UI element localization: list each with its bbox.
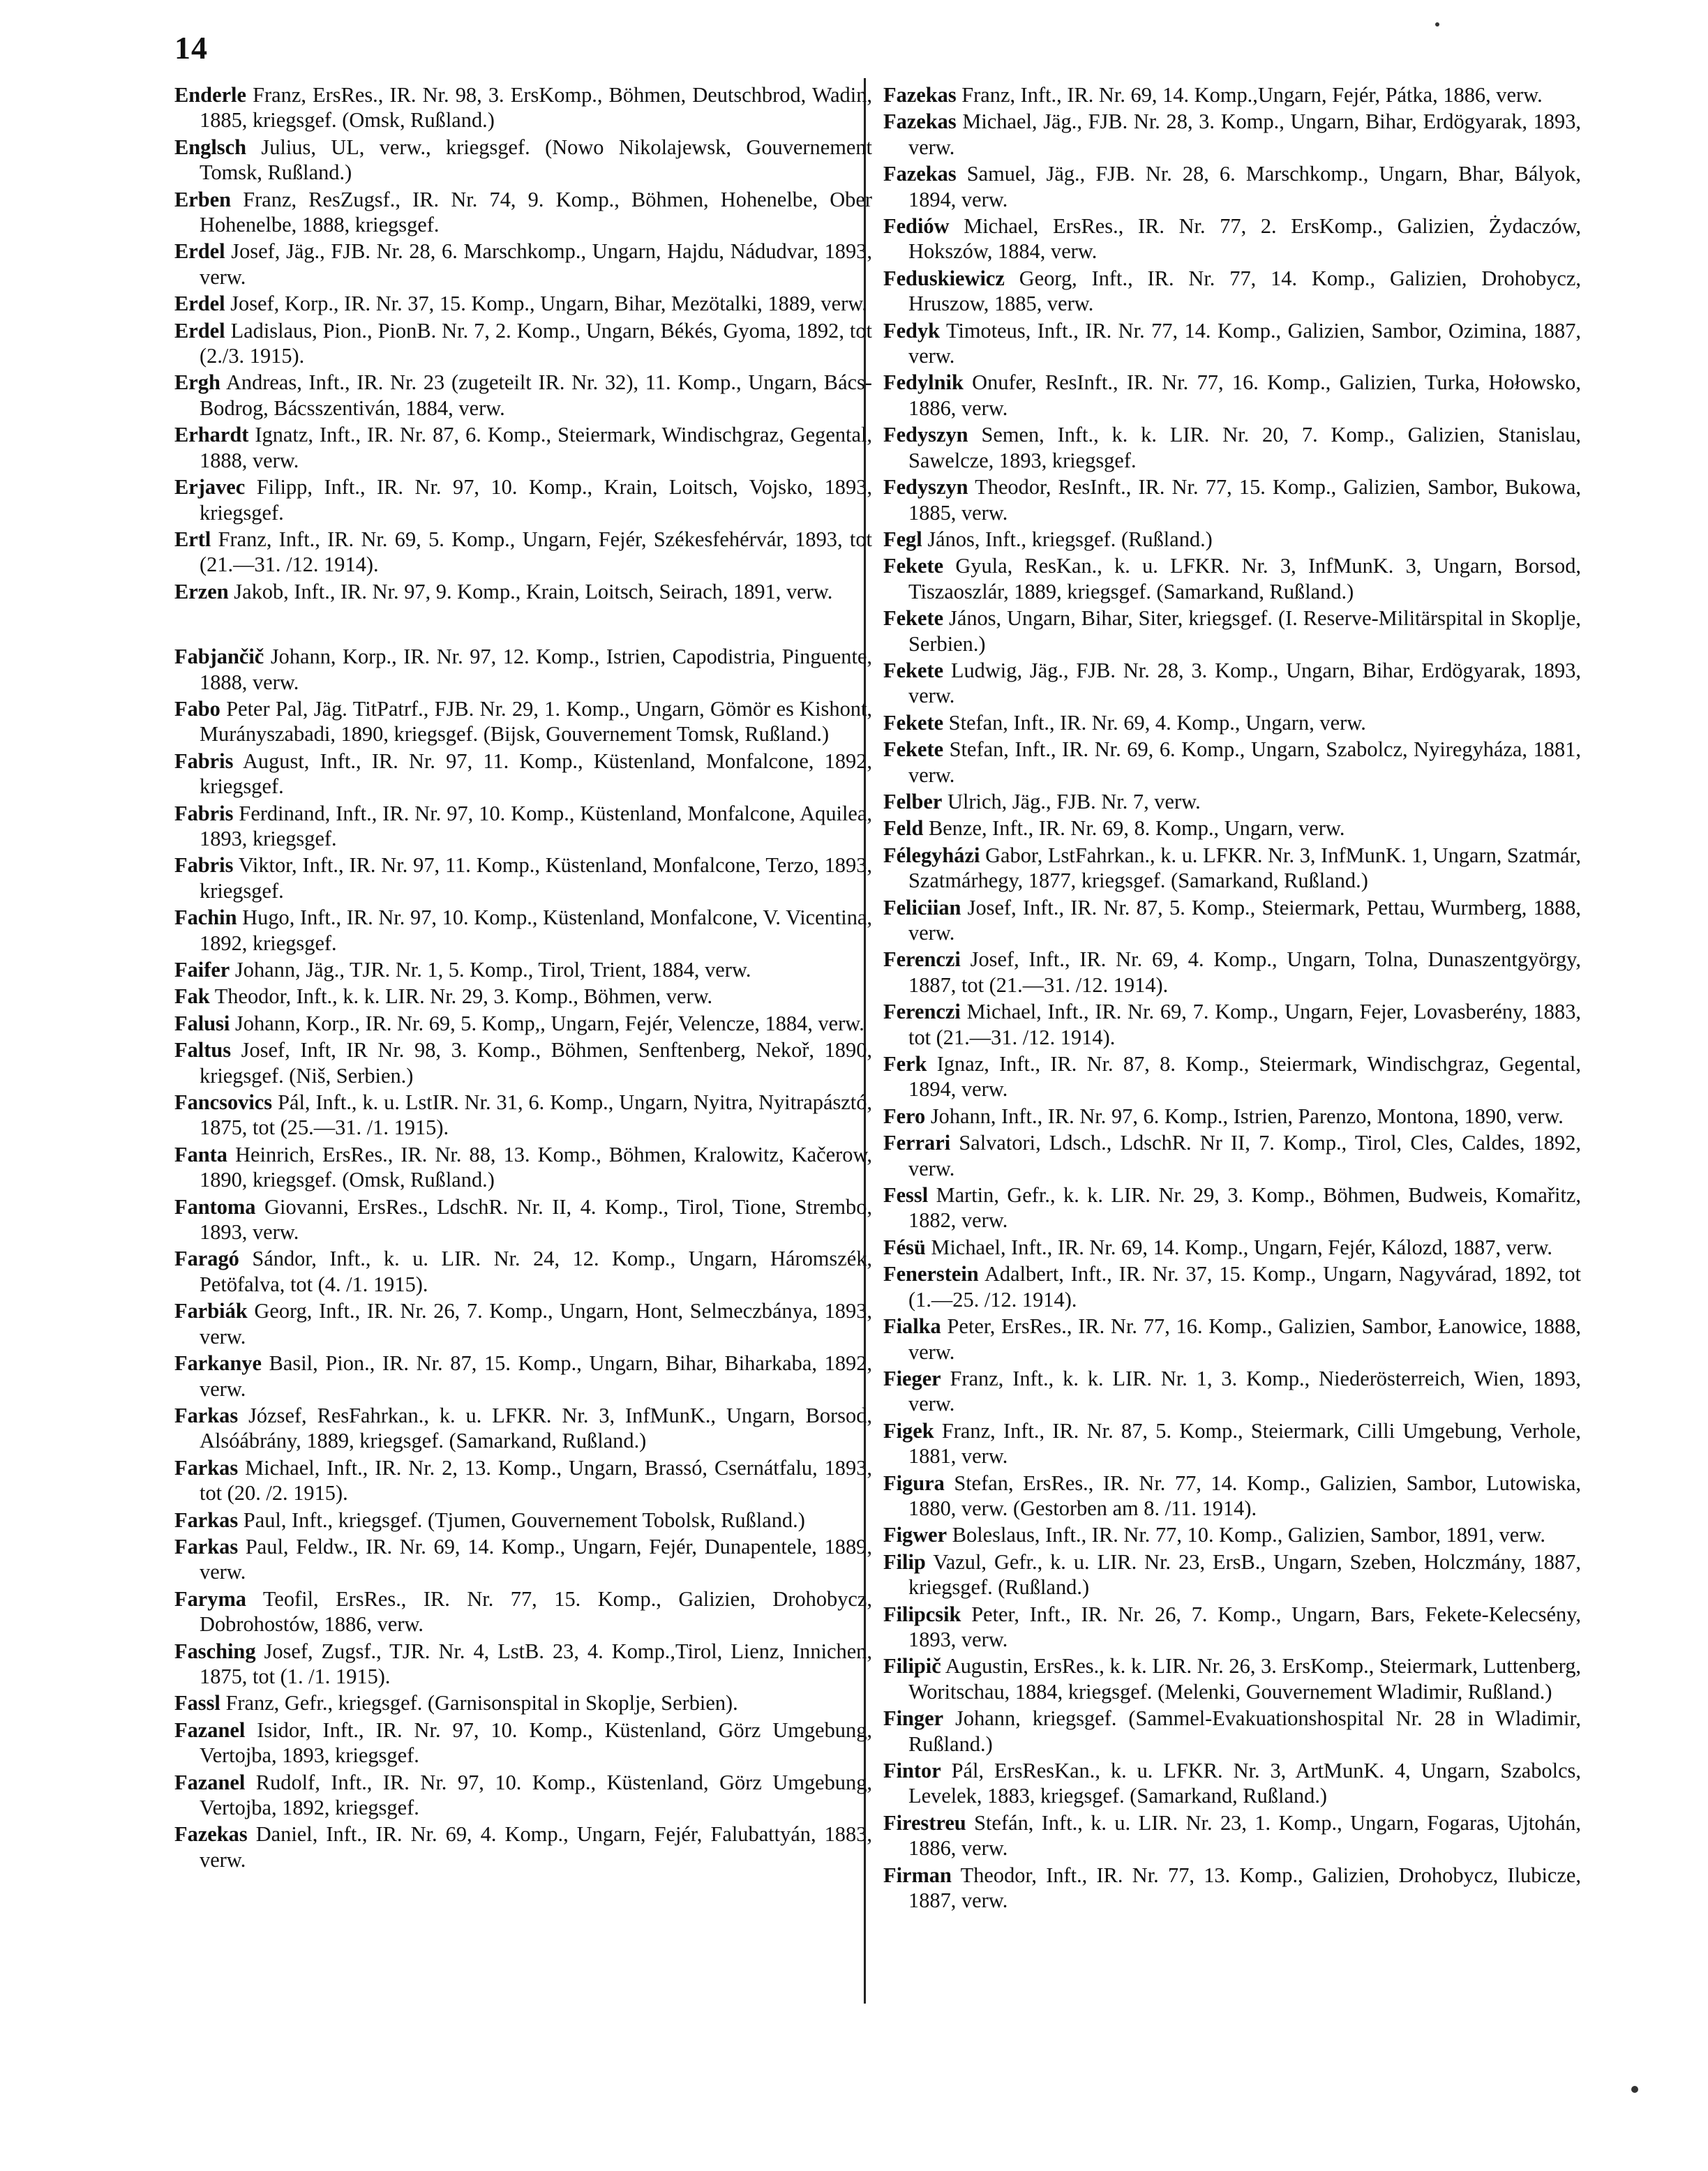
register-entry	[883, 606, 1581, 656]
entry-details: Stefán, Inft., k. u. LIR. Nr. 23, 1. Komp., Ungarn, Fogaras, Ujtohán, 1886, verw.	[908, 1810, 1581, 1861]
entry-details: Ludwig, Jäg., FJB. Nr. 28, 3. Komp., Ungarn, Bihar, Erdögyarak, 1893, verw.	[908, 658, 1581, 708]
entry-surname: Erben	[174, 187, 232, 211]
entry-details: Theodor, Inft., IR. Nr. 77, 13. Komp., Galizien, Drohobycz, Ilubicze, 1887, verw.	[908, 1863, 1581, 1913]
register-entry	[174, 82, 872, 133]
register-entry	[883, 161, 1581, 212]
register-entry	[174, 1770, 872, 1821]
register-entry	[883, 1235, 1581, 1260]
entry-surname: Fedyszyn	[883, 423, 968, 447]
entry-details: Johann, Inft., IR. Nr. 97, 6. Komp., Istrien, Parenzo, Montona, 1890, verw.	[930, 1104, 1564, 1128]
entry-details: Augustin, ErsRes., k. k. LIR. Nr. 26, 3. ErsKomp., Steiermark, Luttenberg, Woritschau, 1884, kriegsgef. (Melenki, Gouvernement Wladimir, Rußland.)	[908, 1654, 1581, 1704]
register-entry	[883, 318, 1581, 369]
entry-details: Martin, Gefr., k. k. LIR. Nr. 29, 3. Komp., Böhmen, Budweis, Komařitz, 1882, verw.	[908, 1183, 1581, 1233]
register-entry	[883, 1758, 1581, 1809]
register-entry	[883, 1706, 1581, 1757]
entry-details: Michael, Inft., IR. Nr. 69, 14. Komp., Ungarn, Fejér, Kálozd, 1887, verw.	[931, 1235, 1553, 1259]
entry-details: Michael, ErsRes., IR. Nr. 77, 2. ErsKomp., Galizien, Żydaczów, Hokszów, 1884, verw.	[908, 214, 1581, 264]
entry-details: Rudolf, Inft., IR. Nr. 97, 10. Komp., Küstenland, Görz Umgebung, Vertojba, 1892, kriegsgef.	[200, 1770, 872, 1819]
entry-details: Franz, Inft., k. k. LIR. Nr. 1, 3. Komp., Niederösterreich, Wien, 1893, verw.	[908, 1366, 1581, 1416]
entry-details: Franz, ErsRes., IR. Nr. 98, 3. ErsKomp., Böhmen, Deutschbrod, Wadin, 1885, kriegsgef. (Omsk, Rußland.)	[200, 83, 872, 133]
register-entry	[883, 1522, 1581, 1547]
entry-surname: Falusi	[174, 1011, 230, 1035]
entry-details: Stefan, Inft., IR. Nr. 69, 6. Komp., Ungarn, Szabolcz, Nyiregyháza, 1881, verw.	[908, 737, 1581, 787]
entry-details: Josef, Jäg., FJB. Nr. 28, 6. Marschkomp., Ungarn, Hajdu, Nádudvar, 1893, verw.	[200, 239, 872, 289]
entry-details: Franz, ResZugsf., IR. Nr. 74, 9. Komp., Böhmen, Hohenelbe, Ober Hohenelbe, 1888, kriegsgef.	[200, 187, 872, 237]
entry-surname: Ferenczi	[883, 947, 961, 972]
entry-details: August, Inft., IR. Nr. 97, 11. Komp., Küstenland, Monfalcone, 1892, kriegsgef.	[200, 749, 873, 799]
register-entry	[883, 1653, 1581, 1704]
entry-surname: Feliciian	[883, 895, 961, 919]
entry-surname: Feld	[883, 816, 924, 841]
register-entry	[174, 239, 872, 290]
register-entry	[883, 370, 1581, 421]
entry-surname: Feduskiewicz	[883, 266, 1005, 290]
entry-details: Isidor, Inft., IR. Nr. 97, 10. Komp., Küstenland, Görz Umgebung, Vertojba, 1893, kriegsgef.	[200, 1718, 872, 1768]
entry-surname: Fieger	[883, 1366, 941, 1390]
entry-surname: Fedylnik	[883, 370, 964, 395]
register-entry	[883, 843, 1581, 894]
register-entry	[883, 1261, 1581, 1312]
entry-surname: Farkanye	[174, 1351, 262, 1376]
entry-details: Peter, ErsRes., IR. Nr. 77, 16. Komp., Galizien, Sambor, Łanowice, 1888, verw.	[908, 1314, 1581, 1364]
register-entry	[174, 318, 872, 369]
entry-surname: Farkas	[174, 1534, 239, 1558]
register-entry	[174, 1455, 872, 1506]
register-entry	[883, 474, 1581, 525]
entry-surname: Farbiák	[174, 1299, 248, 1323]
register-entry	[174, 527, 872, 578]
entry-surname: Fabris	[174, 749, 234, 773]
entry-surname: Fak	[174, 984, 210, 1009]
entry-details: Georg, Inft., IR. Nr. 26, 7. Komp., Ungarn, Hont, Selmeczbánya, 1893, verw.	[200, 1299, 872, 1349]
register-entry	[174, 1351, 872, 1402]
register-entry	[174, 984, 872, 1009]
entry-details: Hugo, Inft., IR. Nr. 97, 10. Komp., Küstenland, Monfalcone, V. Vicentina, 1892, kriegsgef.	[200, 906, 872, 955]
ink-speck	[1435, 22, 1439, 27]
entry-surname: Ergh	[174, 370, 220, 395]
entry-surname: Erjavec	[174, 475, 246, 499]
entry-surname: Figura	[883, 1471, 945, 1495]
entry-surname: Fedyk	[883, 318, 941, 343]
entry-details: Teofil, ErsRes., IR. Nr. 77, 15. Komp., Galizien, Drohobycz, Dobrohostów, 1886, verw.	[200, 1586, 872, 1637]
register-entry	[174, 1534, 872, 1585]
entry-surname: Fazekas	[174, 1822, 248, 1847]
entry-surname: Filipcsik	[883, 1602, 961, 1626]
register-entry	[174, 135, 872, 186]
entry-details: Viktor, Inft., IR. Nr. 97, 11. Komp., Küstenland, Monfalcone, Terzo, 1893, kriegsgef.	[200, 853, 872, 903]
register-entry	[883, 1130, 1581, 1181]
entry-surname: Enderle	[174, 83, 246, 107]
entry-surname: Finger	[883, 1706, 944, 1731]
entry-details: Basil, Pion., IR. Nr. 87, 15. Komp., Ungarn, Bihar, Biharkaba, 1892, verw.	[200, 1351, 872, 1401]
entry-details: Vazul, Gefr., k. u. LIR. Nr. 23, ErsB., Ungarn, Szeben, Holczmány, 1887, kriegsgef. (Rußland.)	[908, 1549, 1581, 1600]
register-entry	[174, 644, 872, 695]
entry-surname: Fazekas	[883, 110, 957, 134]
entry-surname: Fabjančič	[174, 645, 264, 669]
register-entry	[883, 422, 1581, 473]
entry-details: Timoteus, Inft., IR. Nr. 77, 14. Komp., Galizien, Sambor, Ozimina, 1887, verw.	[908, 318, 1581, 368]
entry-details: Ferdinand, Inft., IR. Nr. 97, 10. Komp., Küstenland, Monfalcone, Aquilea, 1893, kriegsgef.	[200, 801, 872, 850]
entry-details: János, Inft., kriegsgef. (Rußland.)	[927, 527, 1213, 551]
entry-details: Josef, Inft, IR Nr. 98, 3. Komp., Böhmen, Senftenberg, Nekoř, 1890, kriegsgef. (Niš, Serbien.)	[200, 1038, 872, 1088]
entry-surname: Faltus	[174, 1038, 232, 1062]
entry-surname: Fasching	[174, 1639, 256, 1663]
register-entry	[174, 1298, 872, 1349]
entry-surname: Fantoma	[174, 1194, 256, 1219]
entry-surname: Fekete	[883, 737, 944, 762]
register-entry	[883, 737, 1581, 788]
entry-details: Ulrich, Jäg., FJB. Nr. 7, verw.	[947, 789, 1201, 813]
entry-surname: Fésü	[883, 1235, 926, 1259]
entry-surname: Fekete	[883, 606, 944, 631]
register-entry	[174, 1011, 872, 1036]
register-entry	[174, 1142, 872, 1193]
register-entry	[883, 1471, 1581, 1522]
entry-surname: Filipič	[883, 1654, 941, 1678]
page-number: 14	[174, 30, 208, 66]
entry-surname: Filip	[883, 1549, 926, 1574]
entry-surname: Fediów	[883, 214, 950, 239]
register-entry	[174, 1690, 872, 1715]
entry-details: Paul, Inft., kriegsgef. (Tjumen, Gouvernement Tobolsk, Rußland.)	[243, 1508, 805, 1532]
entry-surname: Englsch	[174, 135, 247, 159]
register-entry	[174, 696, 872, 747]
ink-speck	[1631, 2086, 1638, 2093]
entry-surname: Fanta	[174, 1142, 227, 1166]
entry-surname: Firestreu	[883, 1810, 966, 1835]
entry-surname: Faifer	[174, 958, 230, 982]
entry-details: Salvatori, Ldsch., LdschR. Nr II, 7. Komp., Tirol, Cles, Caldes, 1892, verw.	[908, 1131, 1581, 1180]
register-entry	[174, 1718, 872, 1768]
register-entry	[174, 579, 872, 604]
register-entry	[883, 1104, 1581, 1129]
register-entry	[174, 1508, 872, 1533]
entry-details: Michael, Jäg., FJB. Nr. 28, 3. Komp., Ungarn, Bihar, Erdögyarak, 1893, verw.	[908, 110, 1581, 159]
register-entry	[883, 109, 1581, 160]
entry-surname: Fazekas	[883, 83, 957, 107]
left-column	[174, 82, 872, 1874]
entry-surname: Erzen	[174, 579, 229, 603]
entry-details: Adalbert, Inft., IR. Nr. 37, 15. Komp., Ungarn, Nagyvárad, 1892, tot (1.—25. /12. 1914).	[908, 1262, 1582, 1312]
register-entry	[174, 749, 872, 799]
entry-surname: Fazanel	[174, 1718, 246, 1742]
entry-details: Theodor, Inft., k. k. LIR. Nr. 29, 3. Komp., Böhmen, verw.	[214, 984, 713, 1009]
entry-surname: Fero	[883, 1104, 926, 1128]
entry-surname: Fazekas	[883, 162, 957, 186]
entry-details: Paul, Feldw., IR. Nr. 69, 14. Komp., Ungarn, Fejér, Dunapentele, 1889, verw.	[200, 1534, 872, 1584]
register-entry	[174, 1639, 872, 1690]
entry-surname: Fessl	[883, 1183, 929, 1208]
register-entry	[174, 852, 872, 903]
register-entry	[883, 710, 1581, 735]
entry-details: Pál, ErsResKan., k. u. LFKR. Nr. 3, ArtMunK. 4, Ungarn, Szabolcs, Levelek, 1883, kriegsgef. (Samarkand, Rußland.)	[908, 1759, 1581, 1808]
entry-details: Boleslaus, Inft., IR. Nr. 77, 10. Komp., Galizien, Sambor, 1891, verw.	[952, 1523, 1545, 1547]
register-entry	[174, 291, 872, 316]
entry-surname: Farkas	[174, 1403, 239, 1427]
register-entry	[883, 895, 1581, 946]
entry-details: Benze, Inft., IR. Nr. 69, 8. Komp., Ungarn, verw.	[929, 816, 1345, 841]
register-entry	[174, 801, 872, 852]
entry-details: Andreas, Inft., IR. Nr. 23 (zugeteilt IR. Nr. 32), 11. Komp., Ungarn, Bács-Bodrog, Bácsszentiván, 1884, verw.	[200, 370, 873, 420]
register-entry	[883, 1182, 1581, 1233]
register-entry	[883, 1863, 1581, 1914]
entry-details: Julius, UL, verw., kriegsgef. (Nowo Nikolajewsk, Gouvernement Tomsk, Rußland.)	[200, 135, 872, 185]
register-entry	[883, 213, 1581, 264]
register-entry	[174, 1037, 872, 1088]
entry-details: Johann, Jäg., TJR. Nr. 1, 5. Komp., Tirol, Trient, 1884, verw.	[234, 958, 751, 982]
entry-surname: Fekete	[883, 710, 944, 735]
register-entry	[174, 370, 872, 421]
entry-details: Johann, Korp., IR. Nr. 69, 5. Komp,, Ungarn, Fejér, Velencze, 1884, verw.	[234, 1011, 864, 1035]
entry-surname: Figek	[883, 1418, 934, 1443]
entry-surname: Fabris	[174, 853, 234, 878]
register-entry	[883, 1314, 1581, 1365]
entry-surname: Fialka	[883, 1314, 941, 1339]
entry-surname: Fazanel	[174, 1770, 246, 1794]
entry-details: Gyula, ResKan., k. u. LFKR. Nr. 3, InfMunK. 3, Ungarn, Borsod, Tiszaoszlár, 1889, kriegsgef. (Samarkand, Rußland.)	[908, 554, 1581, 603]
register-entry	[174, 1403, 872, 1454]
entry-details: Samuel, Jäg., FJB. Nr. 28, 6. Marschkomp., Ungarn, Bhar, Bályok, 1894, verw.	[908, 162, 1581, 211]
entry-surname: Ferk	[883, 1052, 927, 1076]
register-entry	[883, 82, 1581, 107]
entry-surname: Farkas	[174, 1455, 239, 1480]
entry-surname: Félegyházi	[883, 843, 980, 867]
entry-details: János, Ungarn, Bihar, Siter, kriegsgef. (I. Reserve-Militärspital in Skoplje, Serbien.)	[908, 606, 1581, 656]
register-entry	[883, 1418, 1581, 1469]
entry-surname: Fintor	[883, 1759, 941, 1782]
entry-surname: Erdel	[174, 239, 225, 264]
entry-details: Johann, kriegsgef. (Sammel-Evakuationshospital Nr. 28 in Wladimir, Rußland.)	[908, 1706, 1581, 1756]
register-entry	[174, 1246, 872, 1297]
register-entry	[883, 1051, 1581, 1102]
register-entry	[174, 187, 872, 238]
entry-details: Johann, Korp., IR. Nr. 97, 12. Komp., Istrien, Capodistria, Pinguente, 1888, verw.	[200, 645, 872, 694]
entry-details: József, ResFahrkan., k. u. LFKR. Nr. 3, InfMunK., Ungarn, Borsod, Alsóábrány, 1889, kriegsgef. (Samarkand, Rußland.)	[200, 1403, 872, 1453]
register-entry	[883, 1549, 1581, 1600]
register-entry	[174, 422, 872, 473]
right-column	[883, 82, 1581, 1914]
entry-surname: Ferrari	[883, 1131, 951, 1155]
register-entry	[174, 957, 872, 982]
register-entry	[174, 1090, 872, 1141]
register-entry	[174, 905, 872, 956]
entry-surname: Fekete	[883, 658, 944, 682]
entry-details: Franz, Inft., IR. Nr. 87, 5. Komp., Steiermark, Cilli Umgebung, Verhole, 1881, verw.	[908, 1418, 1581, 1468]
entry-surname: Fenerstein	[883, 1262, 979, 1286]
entry-details: Pál, Inft., k. u. LstIR. Nr. 31, 6. Komp., Ungarn, Nyitra, Nyitrapásztó, 1875, tot (25.—31. /1. 1915).	[200, 1090, 872, 1140]
register-entry	[174, 1821, 872, 1872]
entry-details: Stefan, ErsRes., IR. Nr. 77, 14. Komp., Galizien, Sambor, Lutowiska, 1880, verw. (Gestorben am 8. /11. 1914).	[908, 1471, 1581, 1520]
entry-details: Michael, Inft., IR. Nr. 69, 7. Komp., Ungarn, Fejer, Lovasberény, 1883, tot (21.—31. /12. 1914).	[908, 1000, 1581, 1049]
entry-details: Franz, Gefr., kriegsgef. (Garnisonspital in Skoplje, Serbien).	[225, 1691, 738, 1715]
entry-surname: Fancsovics	[174, 1090, 273, 1115]
entry-details: Ignaz, Inft., IR. Nr. 87, 8. Komp., Steiermark, Windischgraz, Gegental, 1894, verw.	[908, 1052, 1581, 1102]
entry-surname: Faryma	[174, 1586, 246, 1611]
entry-surname: Faragó	[174, 1247, 239, 1271]
entry-details: Josef, Korp., IR. Nr. 37, 15. Komp., Ungarn, Bihar, Mezötalki, 1889, verw.	[230, 292, 867, 316]
entry-details: Josef, Inft., IR. Nr. 69, 4. Komp., Ungarn, Tolna, Dunaszentgyörgy, 1887, tot (21.—31. /12. 1914).	[908, 947, 1581, 997]
entry-details: Peter Pal, Jäg. TitPatrf., FJB. Nr. 29, 1. Komp., Ungarn, Gömör es Kishont, Murányszabadi, 1890, kriegsgef. (Bijsk, Gouvernement Tomsk, Rußland.)	[200, 696, 872, 746]
register-entry	[883, 1602, 1581, 1653]
entry-surname: Erdel	[174, 292, 225, 316]
entry-details: Peter, Inft., IR. Nr. 26, 7. Komp., Ungarn, Bars, Fekete-Kelecsény, 1893, verw.	[908, 1602, 1581, 1651]
entry-details: Giovanni, ErsRes., LdschR. Nr. II, 4. Komp., Tirol, Tione, Strembo, 1893, verw.	[200, 1194, 872, 1245]
entry-details: Semen, Inft., k. k. LIR. Nr. 20, 7. Komp., Galizien, Stanislau, Sawelcze, 1893, kriegsgef.	[908, 423, 1581, 472]
entry-details: Heinrich, ErsRes., IR. Nr. 88, 13. Komp., Böhmen, Kralowitz, Kačerow, 1890, kriegsgef. (Omsk, Rußland.)	[200, 1142, 872, 1192]
entry-details: Michael, Inft., IR. Nr. 2, 13. Komp., Ungarn, Brassó, Csernátfalu, 1893, tot (20. /2. 1915).	[200, 1455, 872, 1505]
entry-surname: Fachin	[174, 906, 237, 930]
entry-surname: Ertl	[174, 527, 211, 551]
register-entry	[883, 266, 1581, 317]
register-entry	[883, 947, 1581, 998]
entry-details: Franz, Inft., IR. Nr. 69, 14. Komp.,Ungarn, Fejér, Pátka, 1886, verw.	[961, 83, 1543, 107]
entry-surname: Fegl	[883, 527, 922, 551]
entry-details: Josef, Zugsf., TJR. Nr. 4, LstB. 23, 4. Komp.,Tirol, Lienz, Innichen, 1875, tot (1. /1. 1915).	[200, 1639, 872, 1688]
register-entry	[883, 527, 1581, 552]
entry-details: Georg, Inft., IR. Nr. 77, 14. Komp., Galizien, Drohobycz, Hruszow, 1885, verw.	[908, 266, 1581, 316]
entry-surname: Firman	[883, 1863, 952, 1887]
entry-details: Josef, Inft., IR. Nr. 87, 5. Komp., Steiermark, Pettau, Wurmberg, 1888, verw.	[908, 895, 1581, 945]
register-entry	[883, 1810, 1581, 1861]
entry-details: Stefan, Inft., IR. Nr. 69, 4. Komp., Ungarn, verw.	[948, 710, 1366, 735]
entry-surname: Ferenczi	[883, 1000, 961, 1024]
register-entry	[174, 1194, 872, 1245]
entry-details: Daniel, Inft., IR. Nr. 69, 4. Komp., Ungarn, Fejér, Falubattyán, 1883, verw.	[200, 1822, 872, 1872]
entry-surname: Fabris	[174, 801, 234, 825]
register-entry	[883, 1366, 1581, 1417]
entry-surname: Erhardt	[174, 423, 249, 447]
register-entry	[174, 1586, 872, 1637]
entry-details: Franz, Inft., IR. Nr. 69, 5. Komp., Ungarn, Fejér, Székesfehérvár, 1893, tot (21.—31. /12. 1914).	[200, 527, 872, 577]
register-entry	[883, 789, 1581, 814]
entry-details: Sándor, Inft., k. u. LIR. Nr. 24, 12. Komp., Ungarn, Háromszék, Petöfalva, tot (4. /1. 1915).	[200, 1247, 872, 1296]
register-entry	[883, 553, 1581, 604]
entry-details: Ignatz, Inft., IR. Nr. 87, 6. Komp., Steiermark, Windischgraz, Gegental, 1888, verw.	[200, 423, 872, 472]
entry-surname: Erdel	[174, 318, 225, 343]
entry-surname: Fabo	[174, 696, 220, 721]
entry-details: Filipp, Inft., IR. Nr. 97, 10. Komp., Krain, Loitsch, Vojsko, 1893, kriegsgef.	[200, 475, 872, 525]
register-entry	[883, 816, 1581, 841]
entry-surname: Felber	[883, 789, 943, 813]
entry-details: Ladislaus, Pion., PionB. Nr. 7, 2. Komp., Ungarn, Békés, Gyoma, 1892, tot (2./3. 1915).	[200, 318, 872, 368]
register-entry	[174, 474, 872, 525]
entry-surname: Figwer	[883, 1523, 947, 1547]
register-entry	[883, 999, 1581, 1050]
entry-details: Theodor, ResInft., IR. Nr. 77, 15. Komp., Galizien, Sambor, Bukowa, 1885, verw.	[908, 475, 1581, 525]
entry-surname: Fassl	[174, 1691, 220, 1715]
entry-surname: Farkas	[174, 1508, 239, 1532]
entry-surname: Fekete	[883, 554, 944, 578]
entry-details: Onufer, ResInft., IR. Nr. 77, 16. Komp., Galizien, Turka, Hołowsko, 1886, verw.	[908, 370, 1581, 420]
entry-details: Jakob, Inft., IR. Nr. 97, 9. Komp., Krain, Loitsch, Seirach, 1891, verw.	[234, 579, 833, 603]
register-entry	[883, 658, 1581, 709]
entry-details: Gabor, LstFahrkan., k. u. LFKR. Nr. 3, InfMunK. 1, Ungarn, Szatmár, Szatmárhegy, 1877, kriegsgef. (Samarkand, Rußland.)	[908, 843, 1581, 893]
entry-surname: Fedyszyn	[883, 475, 968, 499]
